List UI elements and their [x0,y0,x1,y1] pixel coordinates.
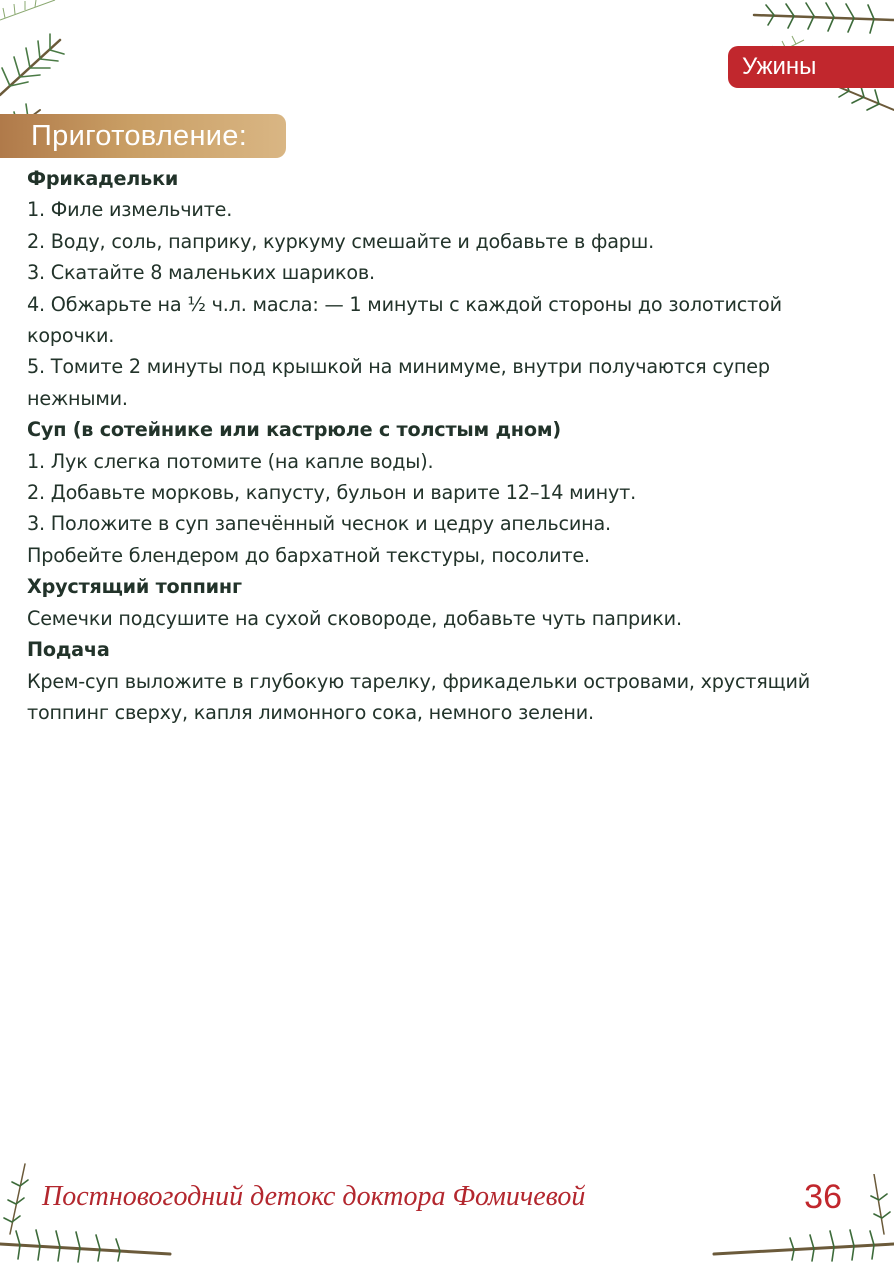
instruction-line: 2. Воду, соль, паприку, куркуму смешайте и добавьте в фарш. [27,229,654,253]
instruction-line: 2. Добавьте морковь, капусту, бульон и варите 12–14 минут. [27,481,637,505]
section-heading-meatballs: Фрикадельки [27,167,179,190]
instruction-line: Крем-суп выложите в глубокую тарелку, фрикадельки островами, хрустящий топпинг сверху, капля лимонного сока, немного зелени. [27,669,811,724]
section-heading-serving: Подача [27,638,110,662]
section-heading-topping: Хрустящий топпинг [27,575,242,599]
instruction-line: 3. Скатайте 8 маленьких шариков. [27,261,375,285]
instruction-line: 5. Томите 2 минуты под крышкой на минимуме, внутри получаются супер нежными. [27,355,770,410]
section-heading-soup: Суп (в сотейнике или кастрюле с толстым дном) [27,418,561,442]
pine-branch-bottom-right-icon [694,1174,894,1264]
page-number: 36 [804,1178,842,1216]
instruction-line: 1. Филе измельчите. [27,198,233,222]
instruction-line: 4. Обжарьте на ½ ч.л. масла: — 1 минуты с каждой стороны до золотистой корочки. [27,292,782,348]
instruction-line: 3. Положите в суп запечённый чеснок и цедру апельсина. [27,512,611,536]
instruction-line: Семечки подсушите на сухой сковороде, добавьте чуть паприки. [27,606,682,630]
book-title: Постновогодний детокс доктора Фомичевой [42,1181,586,1212]
recipe-instructions [27,163,827,728]
instruction-line: Пробейте блендером до бархатной текстуры, посолите. [27,543,590,567]
instruction-line: 1. Лук слегка потомите (на капле воды). [27,449,434,473]
section-title: Приготовление: [0,114,286,158]
category-tag: Ужины [728,46,894,88]
